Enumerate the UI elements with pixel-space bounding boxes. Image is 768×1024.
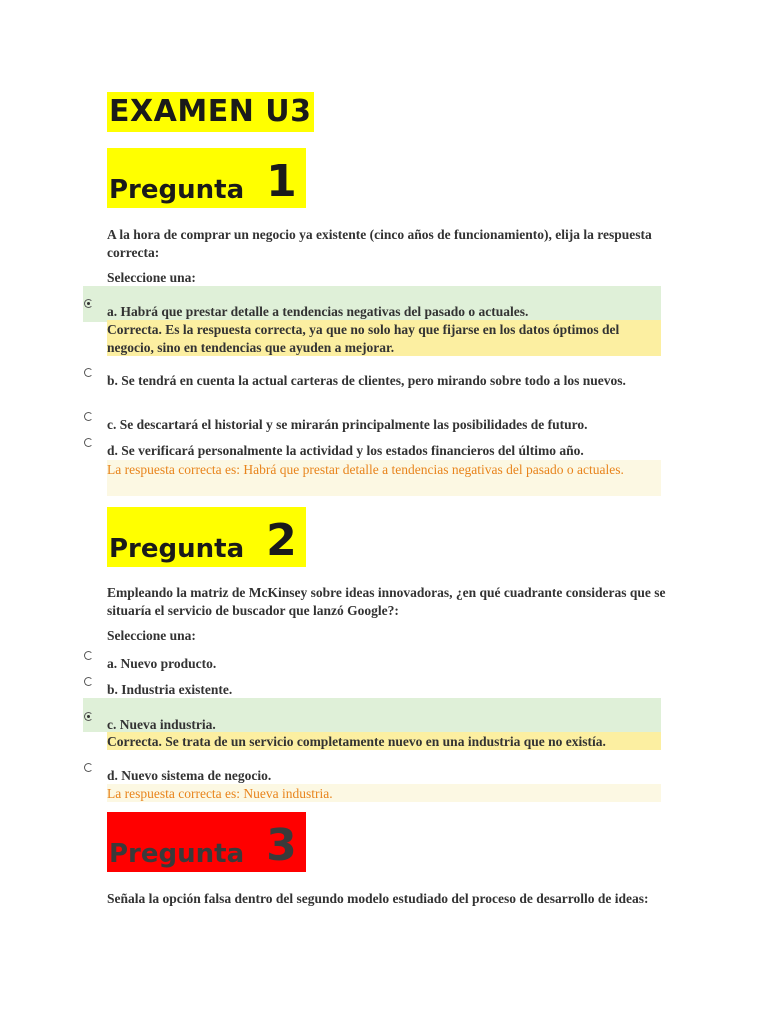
radio-q1-c[interactable] (84, 412, 95, 423)
radio-q2-d[interactable] (84, 763, 95, 774)
question-label: Pregunta (109, 839, 245, 869)
option-q1-d[interactable]: d. Se verificará personalmente la actividad y los estados financieros del último año. (107, 443, 584, 458)
question-2-feedback: Correcta. Se trata de un servicio completamente nuevo en una industria que no existía. (107, 734, 606, 749)
option-q1-b[interactable]: b. Se tendrá en cuenta la actual carteras de clientes, pero mirando sobre todo a los nuevos. (107, 373, 626, 388)
question-3-heading (107, 812, 306, 872)
option-q2-b[interactable]: b. Industria existente. (107, 682, 233, 697)
radio-checked-icon (84, 299, 93, 308)
radio-q2-b[interactable] (84, 677, 95, 688)
question-1-select-label: Seleccione una: (107, 270, 196, 285)
option-q1-c[interactable]: c. Se descartará el historial y se mirarán principalmente las posibilidades de futuro. (107, 417, 588, 432)
question-label: Pregunta (109, 534, 245, 564)
question-1-feedback: Correcta. Es la respuesta correcta, ya que no solo hay que fijarse en los datos óptimos del negocio, sino en tendencias que ayuden a mejorar. (107, 322, 620, 355)
radio-icon (84, 763, 93, 772)
question-number: 3 (266, 820, 297, 871)
option-q2-a[interactable]: a. Nuevo producto. (107, 656, 217, 671)
question-label: Pregunta (109, 175, 245, 205)
question-1-prompt: A la hora de comprar un negocio ya existente (cinco años de funcionamiento), elija la respuesta correcta: (107, 227, 652, 260)
question-3-prompt: Señala la opción falsa dentro del segundo modelo estudiado del proceso de desarrollo de ideas: (107, 891, 649, 906)
radio-icon (84, 368, 93, 377)
option-q2-c[interactable]: c. Nueva industria. (107, 717, 216, 732)
question-1-correct-answer: La respuesta correcta es: Habrá que prestar detalle a tendencias negativas del pasado o actuales. (107, 462, 624, 477)
question-2-heading (107, 507, 306, 567)
option-q2-d[interactable]: d. Nuevo sistema de negocio. (107, 768, 272, 783)
question-2-correct-answer: La respuesta correcta es: Nueva industria. (107, 786, 333, 801)
radio-q2-a[interactable] (84, 651, 95, 662)
radio-q1-a[interactable] (84, 299, 95, 310)
radio-icon (84, 438, 93, 447)
radio-checked-icon (84, 712, 93, 721)
question-1-heading (107, 148, 306, 208)
radio-icon (84, 677, 93, 686)
option-q1-a[interactable]: a. Habrá que prestar detalle a tendencias negativas del pasado o actuales. (107, 304, 529, 319)
radio-icon (84, 412, 93, 421)
radio-q1-b[interactable] (84, 368, 95, 379)
radio-q1-d[interactable] (84, 438, 95, 449)
question-2-prompt: Empleando la matriz de McKinsey sobre ideas innovadoras, ¿en qué cuadrante consideras que se situaría el servicio de buscador que lanzó Google?: (107, 585, 666, 618)
radio-q2-c[interactable] (84, 712, 95, 723)
question-2-select-label: Seleccione una: (107, 628, 196, 643)
question-number: 1 (266, 156, 297, 207)
radio-icon (84, 651, 93, 660)
exam-title: EXAMEN U3 (107, 92, 314, 132)
question-number: 2 (266, 515, 297, 566)
